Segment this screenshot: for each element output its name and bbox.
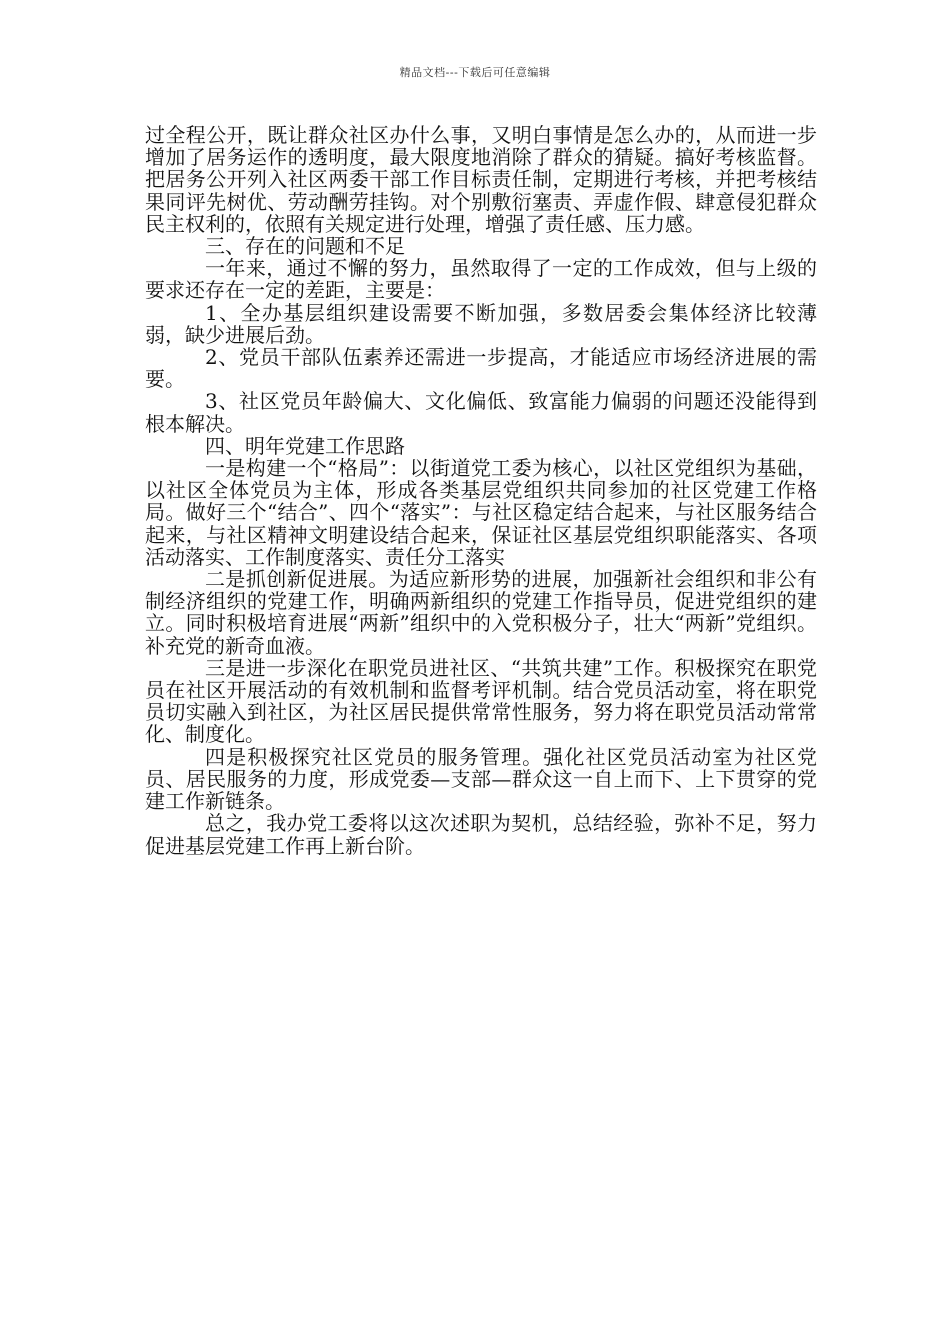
list-item-problem-3: 3、社区党员年龄偏大、文化偏低、致富能力偏弱的问题还没能得到根本解决。 (145, 389, 817, 436)
paragraph-plan-4: 四是积极探究社区党员的服务管理。强化社区党员活动室为社区党员、居民服务的力度，形成党委—支部—群众这一自上而下、上下贯穿的党建工作新链条。 (145, 744, 817, 814)
paragraph-plan-1: 一是构建一个“格局”：以街道党工委为核心，以社区党组织为基础，以社区全体党员为主体，形成各类基层党组织共同参加的社区党建工作格局。做好三个“结合”、四个“落实”：与社区稳定结合起来，与社区服务结合起来，与社区精神文明建设结合起来，保证社区基层党组织职能落实、各项活动落实、工作制度落实、责任分工落实 (145, 456, 817, 569)
page-header: 精品文档---下载后可任意编辑 (399, 66, 551, 79)
section-heading-problems: 三、存在的问题和不足 (205, 234, 405, 259)
paragraph-conclusion: 总之，我办党工委将以这次述职为契机，总结经验，弥补不足，努力促进基层党建工作再上新台阶。 (145, 811, 817, 858)
section-heading-plans: 四、明年党建工作思路 (205, 433, 405, 458)
document-body (145, 124, 817, 857)
list-item-problem-2: 2、党员干部队伍素养还需进一步提高，才能适应市场经济进展的需要。 (145, 345, 817, 392)
paragraph-plan-3: 三是进一步深化在职党员进社区、“共筑共建”工作。积极探究在职党员在社区开展活动的有效机制和监督考评机制。结合党员活动室，将在职党员切实融入到社区，为社区居民提供常常性服务，努力将在职党员活动常常化、制度化。 (145, 655, 817, 747)
paragraph-plan-2: 二是抓创新促进展。为适应新形势的进展，加强新社会组织和非公有制经济组织的党建工作，明确两新组织的党建工作指导员，促进党组织的建立。同时积极培育进展“两新”组织中的入党积极分子，壮大“两新”党组织。补充党的新奇血液。 (145, 567, 817, 658)
paragraph-1: 过全程公开，既让群众社区办什么事，又明白事情是怎么办的，从而进一步增加了居务运作的透明度，最大限度地消除了群众的猜疑。搞好考核监督。把居务公开列入社区两委干部工作目标责任制，定期进行考核，并把考核结果同评先树优、劳动酬劳挂钩。对个别敷衍塞责、弄虚作假、肆意侵犯群众民主权利的，依照有关规定进行处理，增强了责任感、压力感。 (145, 123, 817, 236)
list-item-problem-1: 1、全办基层组织建设需要不断加强，多数居委会集体经济比较薄弱，缺少进展后劲。 (145, 300, 817, 347)
paragraph-2: 一年来，通过不懈的努力，虽然取得了一定的工作成效，但与上级的要求还存在一定的差距，主要是： (145, 256, 817, 303)
